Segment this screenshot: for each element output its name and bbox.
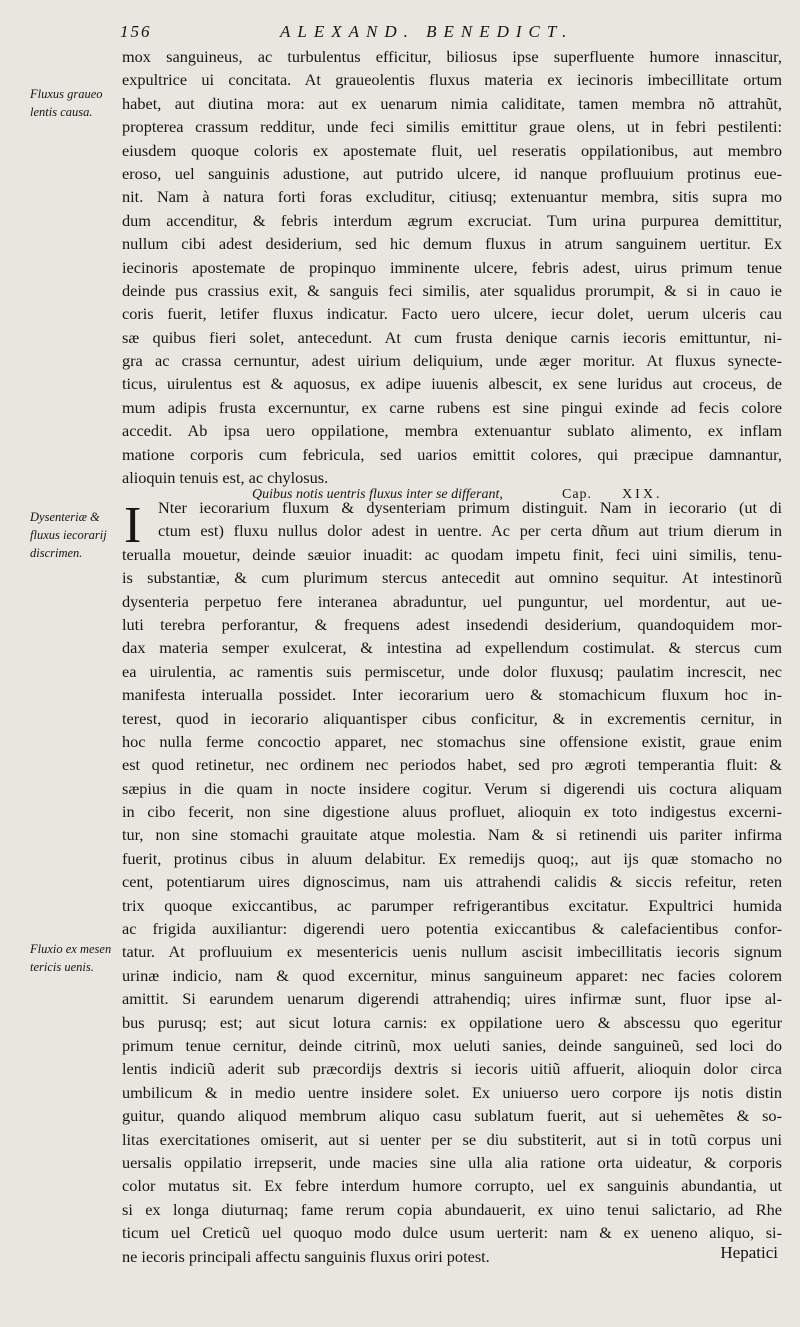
text-line: tatur. At profluuium ex mesentericis uenis nullum ascisit imbecillitatis iecoris signum: [122, 942, 782, 962]
text-line: cent, potentiarum uires dignoscimus, nam uis attrahendi calidis & siccis refeitur, reten: [122, 872, 782, 892]
text-line: ea uirulentia, ac ramentis suis permiscetur, unde dolor fluxusq; paulatim increscit, nec: [122, 661, 782, 681]
text-line: nullum cibi adest desiderium, sed hic demum fluxus in atrum sanguinem uertitur. Ex: [122, 234, 782, 254]
text-line: manifesta interualla possidet. Inter iecorarium uero & stomachicum fluxum hoc in-: [122, 685, 782, 705]
margin-note-line: Fluxio ex mesen: [30, 942, 112, 956]
text-line: ctum est) fluxu nullus dolor adest in uentre. Ac per certa dñum aut trium dierum in: [158, 521, 782, 541]
text-line: nit. Nam à natura forti foras excluditur, citiusq; extenuantur membra, sitis supra mo: [122, 187, 782, 207]
text-line: amittit. Si earundem uenarum digerendi attrahendiq; uires infirmæ sunt, fluor ipse al-: [122, 989, 782, 1009]
text-line: fuerit, protinus cibus in aluum delabitur. Ex remedijs quoq;, aut ijs quæ stomacho no: [122, 848, 782, 868]
text-line: litas exercitationes omiserit, aut si uenter per se diu substiterit, aut si in totũ corpus uni: [122, 1129, 782, 1149]
text-line: lentis indiciũ aderit sub præcordijs dextris si iecoris uitiũ affuerit, alioquin dolor circa: [122, 1059, 782, 1079]
text-line: Nter iecorarium fluxum & dysenteriam primum distinguit. Nam in iecorario (ut di: [158, 498, 782, 517]
text-line: bus purusq; est; aut sicut lotura carnis: ex oppilatione uero & abscessu quo egeritur: [122, 1012, 782, 1032]
text-line: si ex longa diuturnaq; fame rerum copia abundauerit, ex uino tenui salictario, ad Rhe: [122, 1199, 782, 1219]
text-line: urinæ indicio, nam & quod excernitur, minus sanguineum apparet: nec facies colorem: [122, 965, 782, 985]
drop-cap: I: [124, 497, 142, 554]
text-block-upper: [122, 45, 782, 489]
page-header: [120, 22, 780, 46]
text-line: umbilicum & in medio uentre insidere solet. Ex uniuerso uero corpore ijs notis distin: [122, 1082, 782, 1102]
text-line: mum adipis frusta excernuntur, ex carne rubens est sine pingui exinde ad fecis colore: [122, 397, 782, 417]
text-line: color mutatus sit. Ex febre interdum humore corrupto, uel ex sanguinis abundantia, ut: [122, 1176, 782, 1196]
catchword: Hepatici: [720, 1243, 778, 1262]
text-line: ticus, uirulentus est & aquosus, ex adipe iuuenis albescit, ex sene luridus aut croceus, de: [122, 374, 782, 394]
text-line: expultrice ui concitata. At graueolentis fluxus materia ex iecinoris imbecillitate ortum: [122, 70, 782, 90]
text-line: ac frigida auxiliantur: digerendi uero potentia exiccantibus & calefacientibus confor-: [122, 919, 782, 939]
text-line: dysenteria perpetuo fere interanea abraduntur, uel punguntur, uel mordentur, aut ue-: [122, 591, 782, 611]
text-line: tur, non sine stomachi grauitate atque molestia. Nam & si retinendi uis pariter infirma: [122, 825, 782, 845]
text-line: ticum uel Creticũ uel quoquo modo dulce usum uerterit: nam & ex ueneno aliquo, si-: [122, 1223, 782, 1243]
margin-note-line: discrimen.: [30, 546, 83, 560]
text-line: is substantiæ, & cum plurimum stercus antecedit aut omnino sequitur. At intestinorũ: [122, 568, 782, 588]
text-line: deinde pus crassius exit, & sanguis feci similis, ater squalidus prorumpit, & si in cauo ie: [122, 280, 782, 300]
text-line: gra ac crassa cernuntur, adest uirium deliquium, unde æger moritur. At fluxus synecte-: [122, 351, 782, 371]
text-line: est quod retinetur, nec ordinem nec periodos habet, sed pro ægroti temperantia fluit: &: [122, 755, 782, 775]
text-line: in cibo fecerit, non sine digestione aluus profluet, alioquin ex toto indigestus excerni-: [122, 802, 782, 822]
chapter-numeral: XIX.: [622, 487, 663, 502]
text-block-lower: [122, 496, 782, 1268]
text-line: guitur, quando aliquod membrum aliquo casu sublatum fuerit, aut si uehemẽtes & so-: [122, 1106, 782, 1126]
margin-note-line: lentis causa.: [30, 105, 93, 119]
text-line: coris fuerit, letifer fluxus indicatur. Facto uero ulcere, iecur dolet, uerum ulceris cau: [122, 304, 782, 324]
text-line: luti terebra perforantur, & frequens adest insedendi desiderium, quandoquidem mor-: [122, 614, 782, 634]
margin-note: [30, 508, 120, 562]
chapter-title: Quibus notis uentris fluxus inter se differant,: [252, 487, 503, 502]
text-line: sæpius in die quam in nocte insidere cogitur. Verum si digerendi uis coctura aliquam: [122, 778, 782, 798]
text-line: habet, aut diutina mora: aut ex uenarum nimia caliditate, tamen membra nõ attrahũt,: [122, 93, 782, 113]
text-line: alioquin tenuis est, ac chylosus.: [122, 468, 329, 488]
text-line: accedit. Ab ipsa uero oppilatione, membra extenuantur sublato alimento, ex inflam: [122, 421, 782, 441]
text-line: terest, quod in iecorario aliquantisper cibus conficitur, & in excrementis cernitur, in: [122, 708, 782, 728]
margin-note: [30, 940, 120, 976]
margin-note-line: Dysenteriæ &: [30, 510, 100, 524]
text-line: ne iecoris principali affectu sanguinis fluxus oriri potest.: [122, 1246, 490, 1266]
margin-notes: [0, 0, 120, 1327]
text-line: eiusdem quoque coloris ex apostemate fluit, uel reseratis oppilationibus, aut membro: [122, 140, 782, 160]
margin-note-line: fluxus iecorarij: [30, 528, 107, 542]
text-line: eroso, uel sanguinis adustione, aut putrido ulcere, id nanque profluuium protinus eue-: [122, 163, 782, 183]
margin-note-line: tericis uenis.: [30, 960, 94, 974]
page-number: 156: [120, 22, 152, 41]
text-line: trix quoque exiccantibus, ac parumper refrigerantibus excitatur. Expultrici humida: [122, 895, 782, 915]
text-line: terualla mouetur, deinde sæuior inuadit: ac quodam impetu finit, feci uini similis, tenu-: [122, 544, 782, 564]
running-head: ALEXAND. BENEDICT.: [280, 22, 574, 41]
text-line: dax materia semper exulcerat, & intestina ad expellendum costimulat. & stercus cum: [122, 638, 782, 658]
text-line: dum accenditur, & febris interdum ægrum excruciat. Tum urina purpurea demittitur,: [122, 210, 782, 230]
text-line: iecinoris apostemate de propinquo imminente ulcere, febris adest, uirus primum tenue: [122, 257, 782, 277]
text-line: hoc nulla ferme concoctio apparet, nec stomachus sine offensione existit, graue enim: [122, 731, 782, 751]
margin-note-line: Fluxus graueo: [30, 87, 103, 101]
text-line: uersalis oppilatio irrepserit, unde macies sine ulla alia ratione orta uideatur, & corporis: [122, 1152, 782, 1172]
text-line: mox sanguineus, ac turbulentus efficitur, biliosus ipse superfluente humore innascitur,: [122, 47, 782, 66]
chapter-label: Cap.: [562, 487, 593, 502]
text-line: matione corporis cum febricula, sed uarios emittit colores, qui præcipue damnantur,: [122, 444, 782, 464]
margin-note: [30, 85, 120, 121]
text-line: sæ quibus fieri solet, antecedunt. At cum frusta denique carnis iecoris emittuntur, ni-: [122, 327, 782, 347]
text-line: primum tenue cernitur, deinde citrinũ, mox ueluti sanies, deinde sanguineũ, sed loci do: [122, 1035, 782, 1055]
text-line: propterea crassum redditur, unde feci similis emittitur graue olens, ut in febri pestilenti:: [122, 117, 782, 137]
